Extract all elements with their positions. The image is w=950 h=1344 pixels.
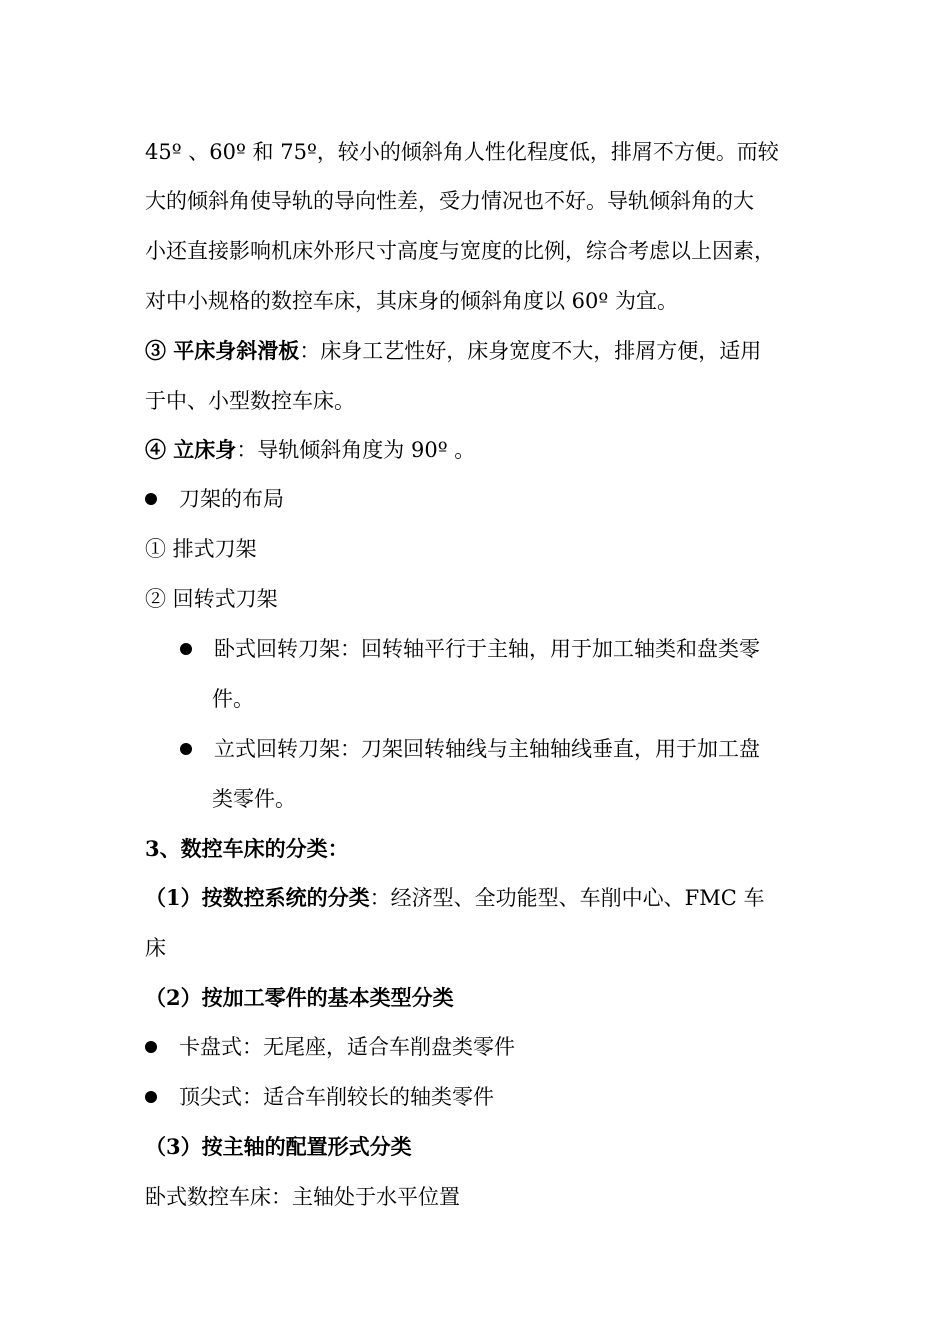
classification-cnc-system-title: （1）按数控系统的分类 (145, 885, 370, 910)
bullet-icon (145, 1091, 157, 1103)
horizontal-turret-item (180, 634, 760, 664)
classification-cnc-system (145, 883, 764, 913)
toolpost-layout-heading (145, 484, 284, 514)
horizontal-turret-text: 卧式回转刀架：回转轴平行于主轴，用于加工轴类和盘类零 (214, 637, 760, 661)
vertical-turret-continuation: 类零件。 (212, 787, 296, 811)
bed-flat-slant-item (145, 336, 761, 366)
center-type-text: 顶尖式：适合车削较长的轴类零件 (179, 1085, 494, 1109)
bullet-icon (145, 1041, 157, 1053)
bullet-icon (145, 493, 157, 505)
section-heading: 3、数控车床的分类： (145, 836, 349, 861)
turret-toolpost-item: ② 回转式刀架 (145, 587, 278, 611)
horizontal-lathe-item: 卧式数控车床：主轴处于水平位置 (145, 1185, 460, 1209)
paragraph-line: 大的倾斜角使导轨的导向性差，受力情况也不好。导轨倾斜角的大 (145, 189, 754, 213)
bed-vertical-item (145, 435, 475, 465)
center-type-item (145, 1082, 494, 1112)
bed-vertical-title: ④ 立床身 (145, 437, 237, 462)
chuck-type-text: 卡盘式：无尾座，适合车削盘类零件 (179, 1035, 515, 1059)
vertical-turret-text: 立式回转刀架：刀架回转轴线与主轴轴线垂直，用于加工盘 (214, 737, 760, 761)
bed-vertical-text: ：导轨倾斜角度为 90º 。 (236, 438, 476, 462)
paragraph-line: 45º 、60º 和 75º，较小的倾斜角人性化程度低，排屑不方便。而较 (145, 140, 779, 164)
bullet-icon (180, 643, 192, 655)
chuck-type-item (145, 1032, 515, 1062)
gang-toolpost-item: ① 排式刀架 (145, 537, 257, 561)
bed-flat-slant-text: ：床身工艺性好，床身宽度不大，排屑方便，适用 (299, 339, 762, 363)
classification-cnc-system-continuation: 床 (145, 936, 166, 960)
bullet-icon (180, 743, 192, 755)
paragraph-line: 小还直接影响机床外形尺寸高度与宽度的比例，综合考虑以上因素， (145, 239, 775, 263)
classification-part-type-heading: （2）按加工零件的基本类型分类 (145, 985, 454, 1010)
vertical-turret-item (180, 734, 760, 764)
toolpost-layout-title: 刀架的布局 (179, 487, 284, 511)
classification-cnc-system-text: ：经济型、全功能型、车削中心、FMC 车 (369, 886, 765, 910)
bed-flat-slant-continuation: 于中、小型数控车床。 (145, 389, 355, 413)
classification-spindle-heading: （3）按主轴的配置形式分类 (145, 1134, 412, 1159)
paragraph-line: 对中小规格的数控车床，其床身的倾斜角度以 60º 为宜。 (145, 289, 678, 313)
horizontal-turret-continuation: 件。 (212, 687, 254, 711)
bed-flat-slant-title: ③ 平床身斜滑板 (145, 338, 300, 363)
